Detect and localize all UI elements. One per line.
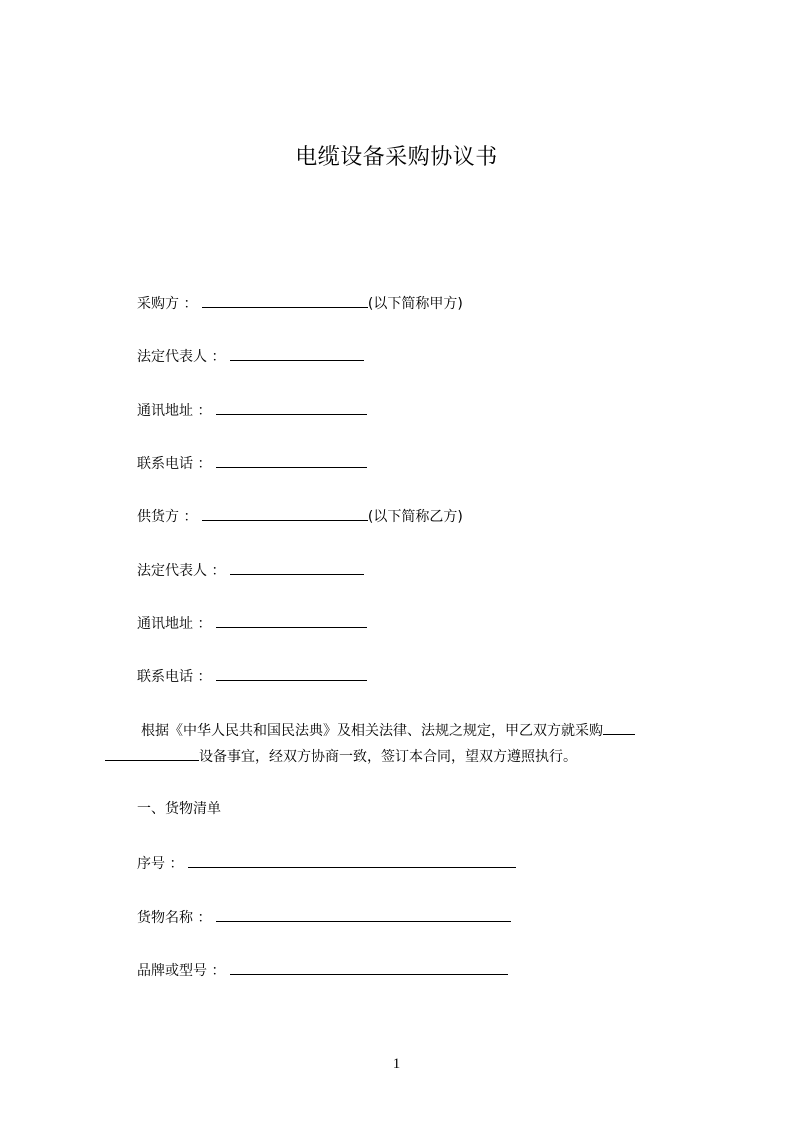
buyer-phone-label: 联系电话 ： <box>137 456 212 472</box>
buyer-legal-rep-line <box>137 345 364 367</box>
intro-line-1 <box>141 719 635 741</box>
supplier-suffix: (以下简称乙方) <box>367 509 463 525</box>
serial-label: 序号 ： <box>137 856 184 872</box>
buyer-legal-rep-label: 法定代表人 ： <box>137 349 226 365</box>
page-number: 1 <box>392 1056 401 1072</box>
intro-text-2: 设备事宜，经双方协商一致，签订本合同，望双方遵照执行。 <box>199 749 577 765</box>
supplier-blank[interactable] <box>202 505 368 521</box>
serial-blank[interactable] <box>188 852 516 868</box>
supplier-legal-rep-label: 法定代表人 ： <box>137 563 226 579</box>
buyer-phone-line <box>137 452 367 474</box>
supplier-label: 供货方 ： <box>137 509 198 525</box>
supplier-address-blank[interactable] <box>216 612 367 628</box>
buyer-label: 采购方 ： <box>137 296 198 312</box>
supplier-legal-rep-blank[interactable] <box>230 559 364 575</box>
buyer-legal-rep-blank[interactable] <box>230 345 364 361</box>
supplier-phone-blank[interactable] <box>216 665 367 681</box>
goods-name-line <box>137 906 511 928</box>
buyer-line <box>137 292 463 314</box>
buyer-phone-blank[interactable] <box>216 452 367 468</box>
supplier-phone-line <box>137 665 367 687</box>
buyer-blank[interactable] <box>202 292 368 308</box>
goods-name-blank[interactable] <box>216 906 511 922</box>
supplier-address-line <box>137 612 367 634</box>
goods-name-label: 货物名称 ： <box>137 910 212 926</box>
buyer-address-line <box>137 399 367 421</box>
supplier-phone-label: 联系电话 ： <box>137 669 212 685</box>
intro-text-1: 根据《中华人民共和国民法典》及相关法律、法规之规定，甲乙双方就采购 <box>141 723 603 739</box>
supplier-line <box>137 505 463 527</box>
section-heading: 一、货物清单 <box>137 801 221 817</box>
purchase-item-blank-1[interactable] <box>603 719 635 735</box>
intro-line-2 <box>105 745 577 767</box>
buyer-address-blank[interactable] <box>216 399 367 415</box>
buyer-suffix: (以下简称甲方) <box>367 296 463 312</box>
supplier-legal-rep-line <box>137 559 364 581</box>
buyer-address-label: 通讯地址 ： <box>137 403 212 419</box>
brand-model-line <box>137 959 508 981</box>
document-title: 电缆设备采购协议书 <box>295 145 498 170</box>
serial-line <box>137 852 516 874</box>
brand-model-blank[interactable] <box>230 959 508 975</box>
purchase-item-blank-2[interactable] <box>105 745 199 761</box>
supplier-address-label: 通讯地址 ： <box>137 616 212 632</box>
brand-model-label: 品牌或型号 ： <box>137 963 226 979</box>
